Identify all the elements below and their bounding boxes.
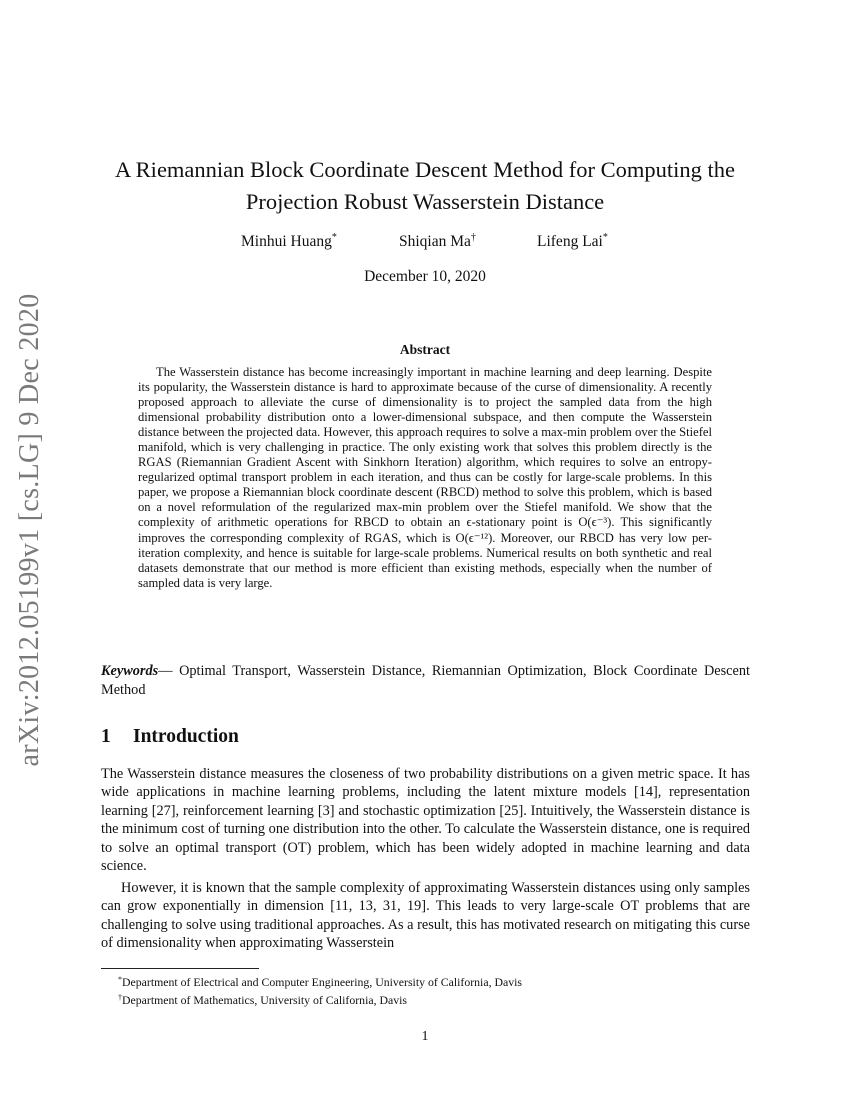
keywords-label: Keywords — [101, 663, 159, 679]
footnote-1-mark: * — [118, 975, 122, 984]
paper-title: A Riemannian Block Coordinate Descent Method for Computing the Projection Robust Wasserstein Distance — [115, 157, 735, 214]
page-number: 1 — [421, 1029, 429, 1044]
footnote-2 — [118, 990, 522, 1008]
keywords-text: — Optimal Transport, Wasserstein Distance, Riemannian Optimization, Block Coordinate Descent Method — [101, 663, 750, 698]
author-list — [100, 232, 750, 256]
section-title: Introduction — [133, 726, 239, 747]
section-heading-introduction — [101, 726, 239, 748]
footnotes — [118, 972, 522, 1008]
arxiv-identifier-stamp — [0, 290, 60, 770]
intro-paragraph-1: The Wasserstein distance measures the closeness of two probability distributions on a given metric space. It has wide applications in machine learning problems, including the latent mixture models [14], representation learning [27], reinforcement learning [3] and stochastic optimization [25]. Intuitively, the Wasserstein distance is the minimum cost of turning one distribution into the other. To calculate the Wasserstein distance, one is required to solve an optimal transport (OT) problem, which has been widely adopted in machine learning and data science. — [101, 766, 750, 875]
author-3-affiliation-mark: * — [602, 232, 608, 243]
author-1-name: Minhui Huang — [241, 233, 332, 250]
abstract-text: The Wasserstein distance has become increasingly important in machine learning and deep learning. Despite its popularity, the Wasserstein distance is hard to approximate because of the curse of dimensionality. A recently proposed approach to alleviate the curse of dimensionality is to project the sampled data from the high dimensional probability distribution onto a lower-dimensional subspace, and then compute the Wasserstein distance between the projected data. However, this approach requires to solve a max-min problem over the Stiefel manifold, which is very challenging in practice. The only existing work that solves this problem directly is the RGAS (Riemannian Gradient Ascent with Sinkhorn Iteration) algorithm, which requires to solve an entropy-regularized optimal transport problem in each iteration, and thus can be costly for large-scale problems. In this paper, we propose a Riemannian block coordinate descent (RBCD) method to solve this problem, which is based on a novel reformulation of the regularized max-min problem over the Stiefel manifold. We show that the complexity of arithmetic operations for RBCD to obtain an ϵ-stationary point is O(ϵ⁻³). This significantly improves the corresponding complexity of RGAS, which is O(ϵ⁻¹²). Moreover, our RBCD has very low per-iteration complexity, and hence is suitable for large-scale problems. Numerical results on both synthetic and real datasets demonstrate that our method is more efficient than existing methods, especially when the number of sampled data is very large. — [138, 365, 712, 590]
author-2-affiliation-mark: † — [470, 232, 476, 243]
author-3 — [537, 232, 608, 251]
footnote-1 — [118, 972, 522, 990]
author-3-name: Lifeng Lai — [537, 233, 603, 250]
author-2 — [399, 232, 476, 251]
author-1 — [241, 232, 337, 251]
abstract-heading: Abstract — [399, 342, 451, 357]
keywords — [101, 662, 750, 699]
footnote-1-text: Department of Electrical and Computer Engineering, University of California, Davis — [122, 975, 522, 989]
section-number: 1 — [101, 726, 111, 747]
author-1-affiliation-mark: * — [331, 232, 337, 243]
arxiv-identifier-text: arXiv:2012.05199v1 [cs.LG] 9 Dec 2020 — [14, 293, 45, 767]
intro-paragraph-2: However, it is known that the sample complexity of approximating Wasserstein distances using only samples can grow exponentially in dimension [11, 13, 31, 19]. This leads to very large-scale OT problems that are challenging to solve using traditional approaches. As a result, this has motivated research on mitigating this curse of dimensionality when approximating Wasserstein — [101, 880, 750, 952]
footnote-2-mark: † — [118, 993, 122, 1002]
publication-date: December 10, 2020 — [364, 268, 486, 285]
author-2-name: Shiqian Ma — [399, 233, 471, 250]
footnote-divider — [101, 968, 259, 969]
footnote-2-text: Department of Mathematics, University of California, Davis — [122, 993, 408, 1007]
